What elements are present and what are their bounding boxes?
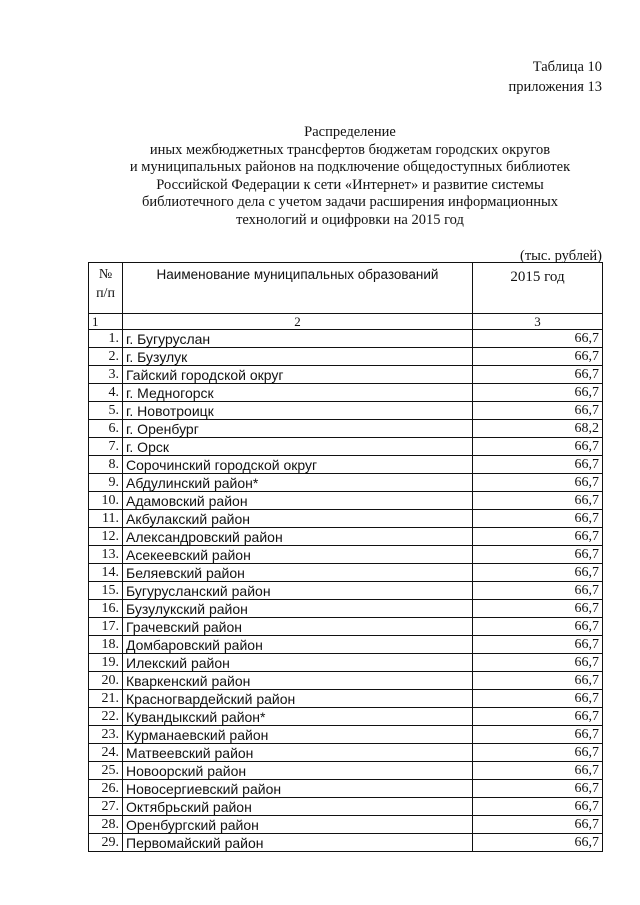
row-number: 2. <box>89 348 123 366</box>
row-number: 12. <box>89 528 123 546</box>
table-row <box>89 636 603 654</box>
row-number: 3. <box>89 366 123 384</box>
row-name: Бузулукский район <box>123 600 473 618</box>
row-number: 19. <box>89 654 123 672</box>
row-name: Домбаровский район <box>123 636 473 654</box>
table-row <box>89 456 603 474</box>
document-title <box>100 124 600 229</box>
row-number: 23. <box>89 726 123 744</box>
row-value: 66,7 <box>473 600 603 618</box>
row-number: 22. <box>89 708 123 726</box>
row-number: 11. <box>89 510 123 528</box>
row-number: 17. <box>89 618 123 636</box>
table-row <box>89 420 603 438</box>
row-name: Первомайский район <box>123 834 473 852</box>
row-value: 66,7 <box>473 654 603 672</box>
row-number: 10. <box>89 492 123 510</box>
row-value: 66,7 <box>473 672 603 690</box>
row-value: 66,7 <box>473 582 603 600</box>
row-value: 66,7 <box>473 636 603 654</box>
table-row <box>89 618 603 636</box>
title-line: технологий и оцифровки на 2015 год <box>236 211 464 228</box>
row-name: Кваркенский район <box>123 672 473 690</box>
table-row <box>89 798 603 816</box>
row-name: Курманаевский район <box>123 726 473 744</box>
table-header-row <box>89 263 603 314</box>
column-index-3: 3 <box>473 314 603 330</box>
header-name-cell: Наименование муниципальных образований <box>123 263 473 314</box>
row-value: 66,7 <box>473 510 603 528</box>
row-name: Матвеевский район <box>123 744 473 762</box>
table-row <box>89 492 603 510</box>
row-number: 1. <box>89 330 123 348</box>
row-name: г. Оренбург <box>123 420 473 438</box>
row-name: Бугурусланский район <box>123 582 473 600</box>
row-number: 15. <box>89 582 123 600</box>
row-number: 7. <box>89 438 123 456</box>
table-row <box>89 834 603 852</box>
table-row <box>89 726 603 744</box>
row-value: 66,7 <box>473 456 603 474</box>
appendix-number: приложения 13 <box>508 79 602 95</box>
row-value: 66,7 <box>473 798 603 816</box>
column-index-1: 1 <box>89 314 123 330</box>
row-name: Асекеевский район <box>123 546 473 564</box>
row-number: 13. <box>89 546 123 564</box>
table-row <box>89 672 603 690</box>
row-name: Александровский район <box>123 528 473 546</box>
row-number: 14. <box>89 564 123 582</box>
table-row <box>89 366 603 384</box>
row-number: 6. <box>89 420 123 438</box>
row-name: Новосергиевский район <box>123 780 473 798</box>
row-number: 21. <box>89 690 123 708</box>
row-number: 16. <box>89 600 123 618</box>
row-value: 66,7 <box>473 528 603 546</box>
row-name: Беляевский район <box>123 564 473 582</box>
table-row <box>89 330 603 348</box>
table-row <box>89 528 603 546</box>
title-line: и муниципальных районов на подключение общедоступных библиотек <box>129 159 571 175</box>
table-row <box>89 744 603 762</box>
row-number: 8. <box>89 456 123 474</box>
row-value: 66,7 <box>473 834 603 852</box>
row-value: 66,7 <box>473 348 603 366</box>
row-name: Гайский городской округ <box>123 366 473 384</box>
title-line: Российской Федерации к сети «Интернет» и развитие системы <box>156 176 544 193</box>
row-value: 66,7 <box>473 816 603 834</box>
column-index-2: 2 <box>123 314 473 330</box>
row-name: Илекский район <box>123 654 473 672</box>
table-row <box>89 690 603 708</box>
table-row <box>89 564 603 582</box>
table-row <box>89 780 603 798</box>
row-number: 24. <box>89 744 123 762</box>
table-reference <box>509 57 602 97</box>
row-name: г. Новотроицк <box>123 402 473 420</box>
table-row <box>89 510 603 528</box>
row-name: Кувандыкский район* <box>123 708 473 726</box>
row-name: Октябрьский район <box>123 798 473 816</box>
row-value: 68,2 <box>473 420 603 438</box>
row-name: Акбулакский район <box>123 510 473 528</box>
row-value: 66,7 <box>473 618 603 636</box>
table-row <box>89 600 603 618</box>
row-value: 66,7 <box>473 438 603 456</box>
row-name: Новоорский район <box>123 762 473 780</box>
row-number: 26. <box>89 780 123 798</box>
row-number: 27. <box>89 798 123 816</box>
row-name: г. Бузулук <box>123 348 473 366</box>
row-value: 66,7 <box>473 546 603 564</box>
table-row <box>89 402 603 420</box>
row-name: г. Медногорск <box>123 384 473 402</box>
row-name: Оренбургский район <box>123 816 473 834</box>
table-row <box>89 384 603 402</box>
header-year-cell: 2015 год <box>473 263 603 314</box>
row-value: 66,7 <box>473 402 603 420</box>
table-row <box>89 546 603 564</box>
row-value: 66,7 <box>473 474 603 492</box>
header-number-symbol: № <box>98 267 113 282</box>
row-number: 20. <box>89 672 123 690</box>
row-number: 28. <box>89 816 123 834</box>
row-number: 18. <box>89 636 123 654</box>
table-row <box>89 582 603 600</box>
row-number: 25. <box>89 762 123 780</box>
title-line: библиотечного дела с учетом задачи расширения информационных <box>141 194 559 210</box>
row-number: 29. <box>89 834 123 852</box>
table-row <box>89 348 603 366</box>
row-value: 66,7 <box>473 780 603 798</box>
row-value: 66,7 <box>473 492 603 510</box>
table-row <box>89 816 603 834</box>
row-name: Адамовский район <box>123 492 473 510</box>
row-value: 66,7 <box>473 384 603 402</box>
table-number: Таблица 10 <box>532 59 602 75</box>
row-value: 66,7 <box>473 744 603 762</box>
title-line: Распределение <box>304 124 396 140</box>
row-number: 5. <box>89 402 123 420</box>
row-value: 66,7 <box>473 708 603 726</box>
row-name: Красногвардейский район <box>123 690 473 708</box>
title-line: иных межбюджетных трансфертов бюджетам городских округов <box>149 141 551 158</box>
row-value: 66,7 <box>473 690 603 708</box>
row-value: 66,7 <box>473 726 603 744</box>
row-value: 66,7 <box>473 564 603 582</box>
row-name: г. Орск <box>123 438 473 456</box>
column-index-row <box>89 314 603 330</box>
header-number-abbrev: п/п <box>96 286 115 301</box>
row-number: 4. <box>89 384 123 402</box>
row-number: 9. <box>89 474 123 492</box>
row-name: Сорочинский городской округ <box>123 456 473 474</box>
table-row <box>89 708 603 726</box>
row-name: Грачевский район <box>123 618 473 636</box>
row-value: 66,7 <box>473 762 603 780</box>
table-row <box>89 762 603 780</box>
row-value: 66,7 <box>473 330 603 348</box>
row-name: г. Бугуруслан <box>123 330 473 348</box>
units-label: (тыс. рублей) <box>520 248 602 264</box>
table-row <box>89 654 603 672</box>
row-name: Абдулинский район* <box>123 474 473 492</box>
table-row <box>89 474 603 492</box>
table-row <box>89 438 603 456</box>
row-value: 66,7 <box>473 366 603 384</box>
header-number-cell <box>89 263 123 314</box>
distribution-table <box>88 262 603 852</box>
